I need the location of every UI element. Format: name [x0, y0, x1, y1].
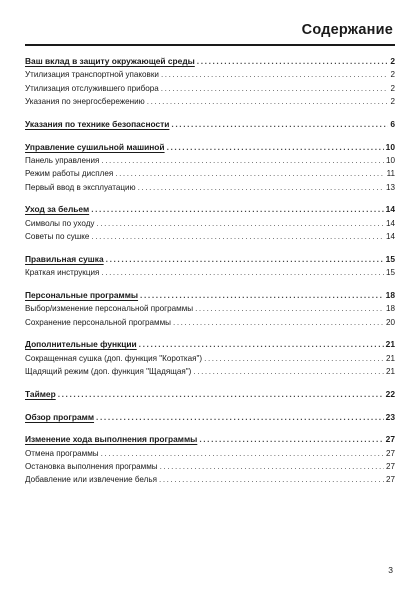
toc-section: [25, 203, 395, 243]
toc-entry[interactable]: [25, 167, 395, 180]
dot-leader: [167, 141, 384, 154]
entry-label: Режим работы дисплея: [25, 169, 114, 179]
toc-section-heading[interactable]: [25, 411, 395, 424]
toc-section-heading[interactable]: [25, 253, 395, 266]
entry-page-number: 13: [385, 182, 395, 192]
page-title: Содержание: [301, 22, 393, 38]
toc-entry[interactable]: [25, 473, 395, 486]
entry-label: Сохранение персональной программы: [25, 317, 171, 327]
section-title: Управление сушильной машиной: [25, 141, 165, 152]
dot-leader: [91, 230, 384, 243]
dot-leader: [159, 473, 384, 486]
dot-leader: [96, 217, 384, 230]
toc-entry[interactable]: [25, 365, 395, 378]
dot-leader: [138, 181, 384, 194]
section-title: Ваш вклад в защиту окружающей среды: [25, 56, 195, 66]
section-page-number: 21: [385, 339, 395, 350]
dot-leader: [101, 447, 384, 460]
toc-section: [25, 388, 395, 401]
dot-leader: [140, 289, 384, 302]
title-divider: [25, 44, 395, 46]
section-page-number: 18: [385, 289, 395, 300]
toc-section: [25, 118, 395, 131]
dot-leader: [195, 302, 384, 315]
dot-leader: [204, 352, 384, 365]
entry-page-number: 27: [385, 462, 395, 472]
section-page-number: 27: [385, 434, 395, 445]
entry-page-number: 11: [386, 169, 395, 179]
entry-label: Символы по уходу: [25, 218, 95, 228]
toc-section: [25, 253, 395, 280]
toc-section-heading[interactable]: [25, 433, 395, 446]
dot-leader: [161, 82, 389, 95]
section-page-number: 14: [385, 204, 395, 215]
toc-entry[interactable]: [25, 460, 395, 473]
entry-page-number: 2: [390, 83, 395, 93]
toc-entry[interactable]: [25, 230, 395, 243]
dot-leader: [199, 433, 383, 446]
dot-leader: [160, 460, 384, 473]
entry-label: Указания по энергосбережению: [25, 97, 145, 107]
dot-leader: [115, 167, 384, 180]
dot-leader: [101, 154, 384, 167]
toc-entry[interactable]: [25, 302, 395, 315]
toc-section: [25, 289, 395, 329]
entry-label: Отмена программы: [25, 448, 99, 458]
section-page-number: 23: [385, 411, 395, 422]
dot-leader: [147, 95, 389, 108]
section-title: Дополнительные функции: [25, 339, 137, 350]
entry-page-number: 21: [385, 367, 395, 377]
entry-label: Утилизация транспортной упаковки: [25, 70, 159, 80]
dot-leader: [96, 411, 384, 424]
toc-section-heading[interactable]: [25, 338, 395, 351]
entry-label: Советы по сушке: [25, 232, 90, 242]
section-title: Таймер: [25, 388, 56, 399]
toc-section-heading[interactable]: [25, 203, 395, 216]
entry-label: Остановка выполнения программы: [25, 462, 158, 472]
toc-section-heading[interactable]: [25, 388, 395, 401]
section-page-number: 15: [385, 253, 395, 264]
entry-label: Щадящий режим (доп. функция "Щадящая"): [25, 367, 192, 377]
entry-label: Сокращенная сушка (доп. функция "Короткая"): [25, 353, 203, 363]
section-title: Правильная сушка: [25, 253, 104, 264]
entry-page-number: 15: [385, 268, 395, 278]
section-title: Указания по технике безопасности: [25, 118, 170, 129]
entry-page-number: 27: [385, 448, 395, 458]
dot-leader: [91, 203, 383, 216]
dot-leader: [139, 338, 384, 351]
entry-label: Утилизация отслужившего прибора: [25, 83, 159, 93]
entry-page-number: 14: [385, 218, 395, 228]
page-number: 3: [388, 565, 393, 575]
toc-entry[interactable]: [25, 68, 395, 81]
toc-section-heading[interactable]: [25, 289, 395, 302]
toc-entry[interactable]: [25, 95, 395, 108]
entry-label: Добавление или извлечение белья: [25, 475, 157, 485]
section-page-number: 2: [390, 56, 395, 66]
toc-section: [25, 433, 395, 487]
dot-leader: [171, 118, 388, 131]
section-title: Уход за бельем: [25, 204, 90, 215]
toc-entry[interactable]: [25, 181, 395, 194]
toc-entry[interactable]: [25, 447, 395, 460]
toc-entry[interactable]: [25, 217, 395, 230]
toc-entry[interactable]: [25, 352, 395, 365]
toc-section: [25, 141, 395, 195]
table-of-contents: [25, 55, 395, 496]
toc-entry[interactable]: [25, 154, 395, 167]
toc-entry[interactable]: [25, 266, 395, 279]
section-title: Изменение хода выполнения программы: [25, 434, 198, 445]
entry-label: Панель управления: [25, 155, 100, 165]
entry-label: Краткая инструкция: [25, 268, 100, 278]
entry-page-number: 10: [385, 155, 395, 165]
section-page-number: 22: [385, 388, 395, 399]
section-page-number: 6: [390, 118, 395, 129]
toc-section: [25, 55, 395, 109]
section-title: Обзор программ: [25, 411, 95, 422]
dot-leader: [161, 68, 389, 81]
toc-entry[interactable]: [25, 316, 395, 329]
entry-label: Выбор/изменение персональной программы: [25, 304, 194, 314]
entry-page-number: 2: [390, 97, 395, 107]
entry-page-number: 14: [385, 232, 395, 242]
toc-section-heading[interactable]: [25, 141, 395, 154]
toc-section-heading[interactable]: [25, 118, 395, 131]
toc-section-heading[interactable]: [25, 55, 395, 68]
section-page-number: 10: [385, 141, 395, 152]
dot-leader: [173, 316, 384, 329]
entry-page-number: 21: [385, 353, 395, 363]
dot-leader: [101, 266, 384, 279]
toc-section: [25, 338, 395, 378]
dot-leader: [197, 55, 389, 68]
section-title: Персональные программы: [25, 289, 139, 300]
entry-page-number: 2: [390, 70, 395, 80]
dot-leader: [58, 388, 384, 401]
entry-page-number: 27: [385, 475, 395, 485]
toc-section: [25, 411, 395, 424]
entry-label: Первый ввод в эксплуатацию: [25, 182, 136, 192]
entry-page-number: 20: [385, 317, 395, 327]
dot-leader: [106, 253, 384, 266]
dot-leader: [193, 365, 384, 378]
entry-page-number: 18: [385, 304, 395, 314]
toc-entry[interactable]: [25, 82, 395, 95]
